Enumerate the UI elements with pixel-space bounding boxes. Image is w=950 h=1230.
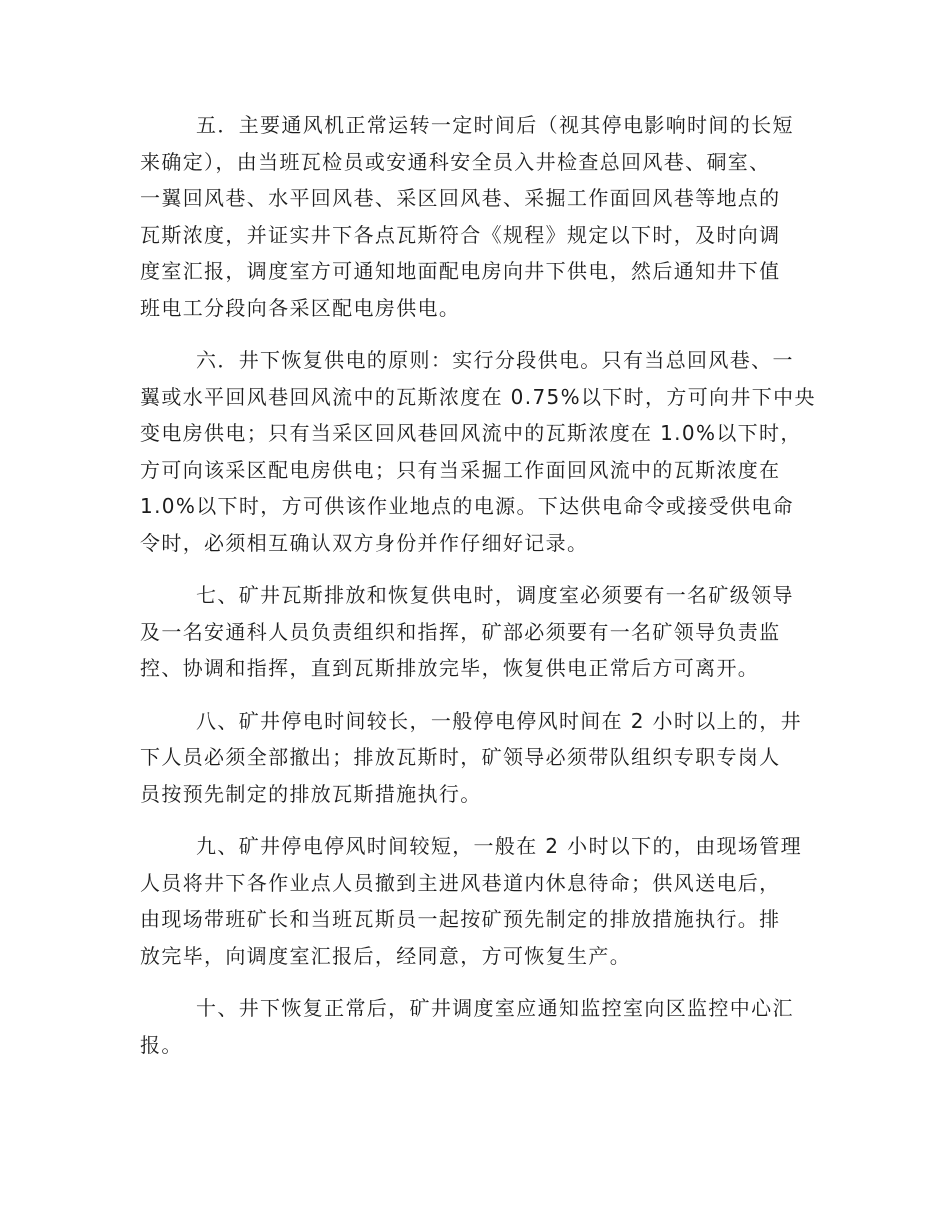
text-line: 及一名安通科人员负责组织和指挥，矿部必须要有一名矿领导负责监 [140,619,781,644]
paragraph-section-5 [140,107,802,326]
text-line: 十、井下恢复正常后，矿井调度室应通知监控室向区监控中心汇 [196,996,794,1020]
text-line: 五．主要通风机正常运转一定时间后（视其停电影响时间的长短 [196,113,794,137]
text-line: 员按预先制定的排放瓦斯措施执行。 [140,781,482,806]
text-line: 一翼回风巷、水平回风巷、采区回风巷、采掘工作面回风巷等地点的 [140,186,781,210]
paragraph-section-10 [140,990,802,1063]
text-line: 放完毕，向调度室汇报后，经同意，方可恢复生产。 [140,943,632,968]
text-line: 下人员必须全部撤出；排放瓦斯时，矿领导必须带队组织专职专岗人 [140,745,781,769]
text-line: 控、协调和指挥，直到瓦斯排放完毕，恢复供电正常后方可离开。 [140,656,760,680]
text-line: 由现场带班矿长和当班瓦斯员一起按矿预先制定的排放措施执行。排 [140,907,781,931]
text-line: 来确定），由当班瓦检员或安通科安全员入井检查总回风巷、硐室、 [140,149,771,174]
document-body [140,107,816,1079]
text-line: 1.0%以下时，方可供该作业地点的电源。下达供电命令或接受供电命 [140,494,795,518]
text-line: 报。 [140,1032,183,1057]
paragraph-section-7 [140,577,802,687]
text-line: 九、矿井停电停风时间较短，一般在 2 小时以下的，由现场管理 [196,834,802,858]
paragraph-section-8 [140,703,802,813]
text-line: 方可向该采区配电房供电；只有当采掘工作面回风流中的瓦斯浓度在 [140,457,781,482]
text-line: 变电房供电；只有当采区回风巷回风流中的瓦斯浓度在 1.0%以下时， [140,421,802,445]
text-line: 令时，必须相互确认双方身份并作仔细好记录。 [140,530,589,555]
paragraph-section-9 [140,828,802,974]
text-line: 瓦斯浓度，并证实井下各点瓦斯符合《规程》规定以下时，及时向调 [140,222,781,247]
text-line: 六．井下恢复供电的原则：实行分段供电。只有当总回风巷、一 [196,348,794,372]
text-line: 七、矿井瓦斯排放和恢复供电时，调度室必须要有一名矿级领导 [196,583,794,607]
paragraph-section-6 [140,342,816,561]
text-line: 八、矿井停电时间较长，一般停电停风时间在 2 小时以上的，井 [196,708,802,733]
text-line: 度室汇报，调度室方可通知地面配电房向井下供电，然后通知井下值 [140,259,781,283]
text-line: 翼或水平回风巷回风流中的瓦斯浓度在 0.75%以下时，方可向井下中央 [140,384,816,409]
text-line: 班电工分段向各采区配电房供电。 [140,295,461,320]
text-line: 人员将井下各作业点人员撤到主进风巷道内休息待命；供风送电后， [140,870,781,895]
